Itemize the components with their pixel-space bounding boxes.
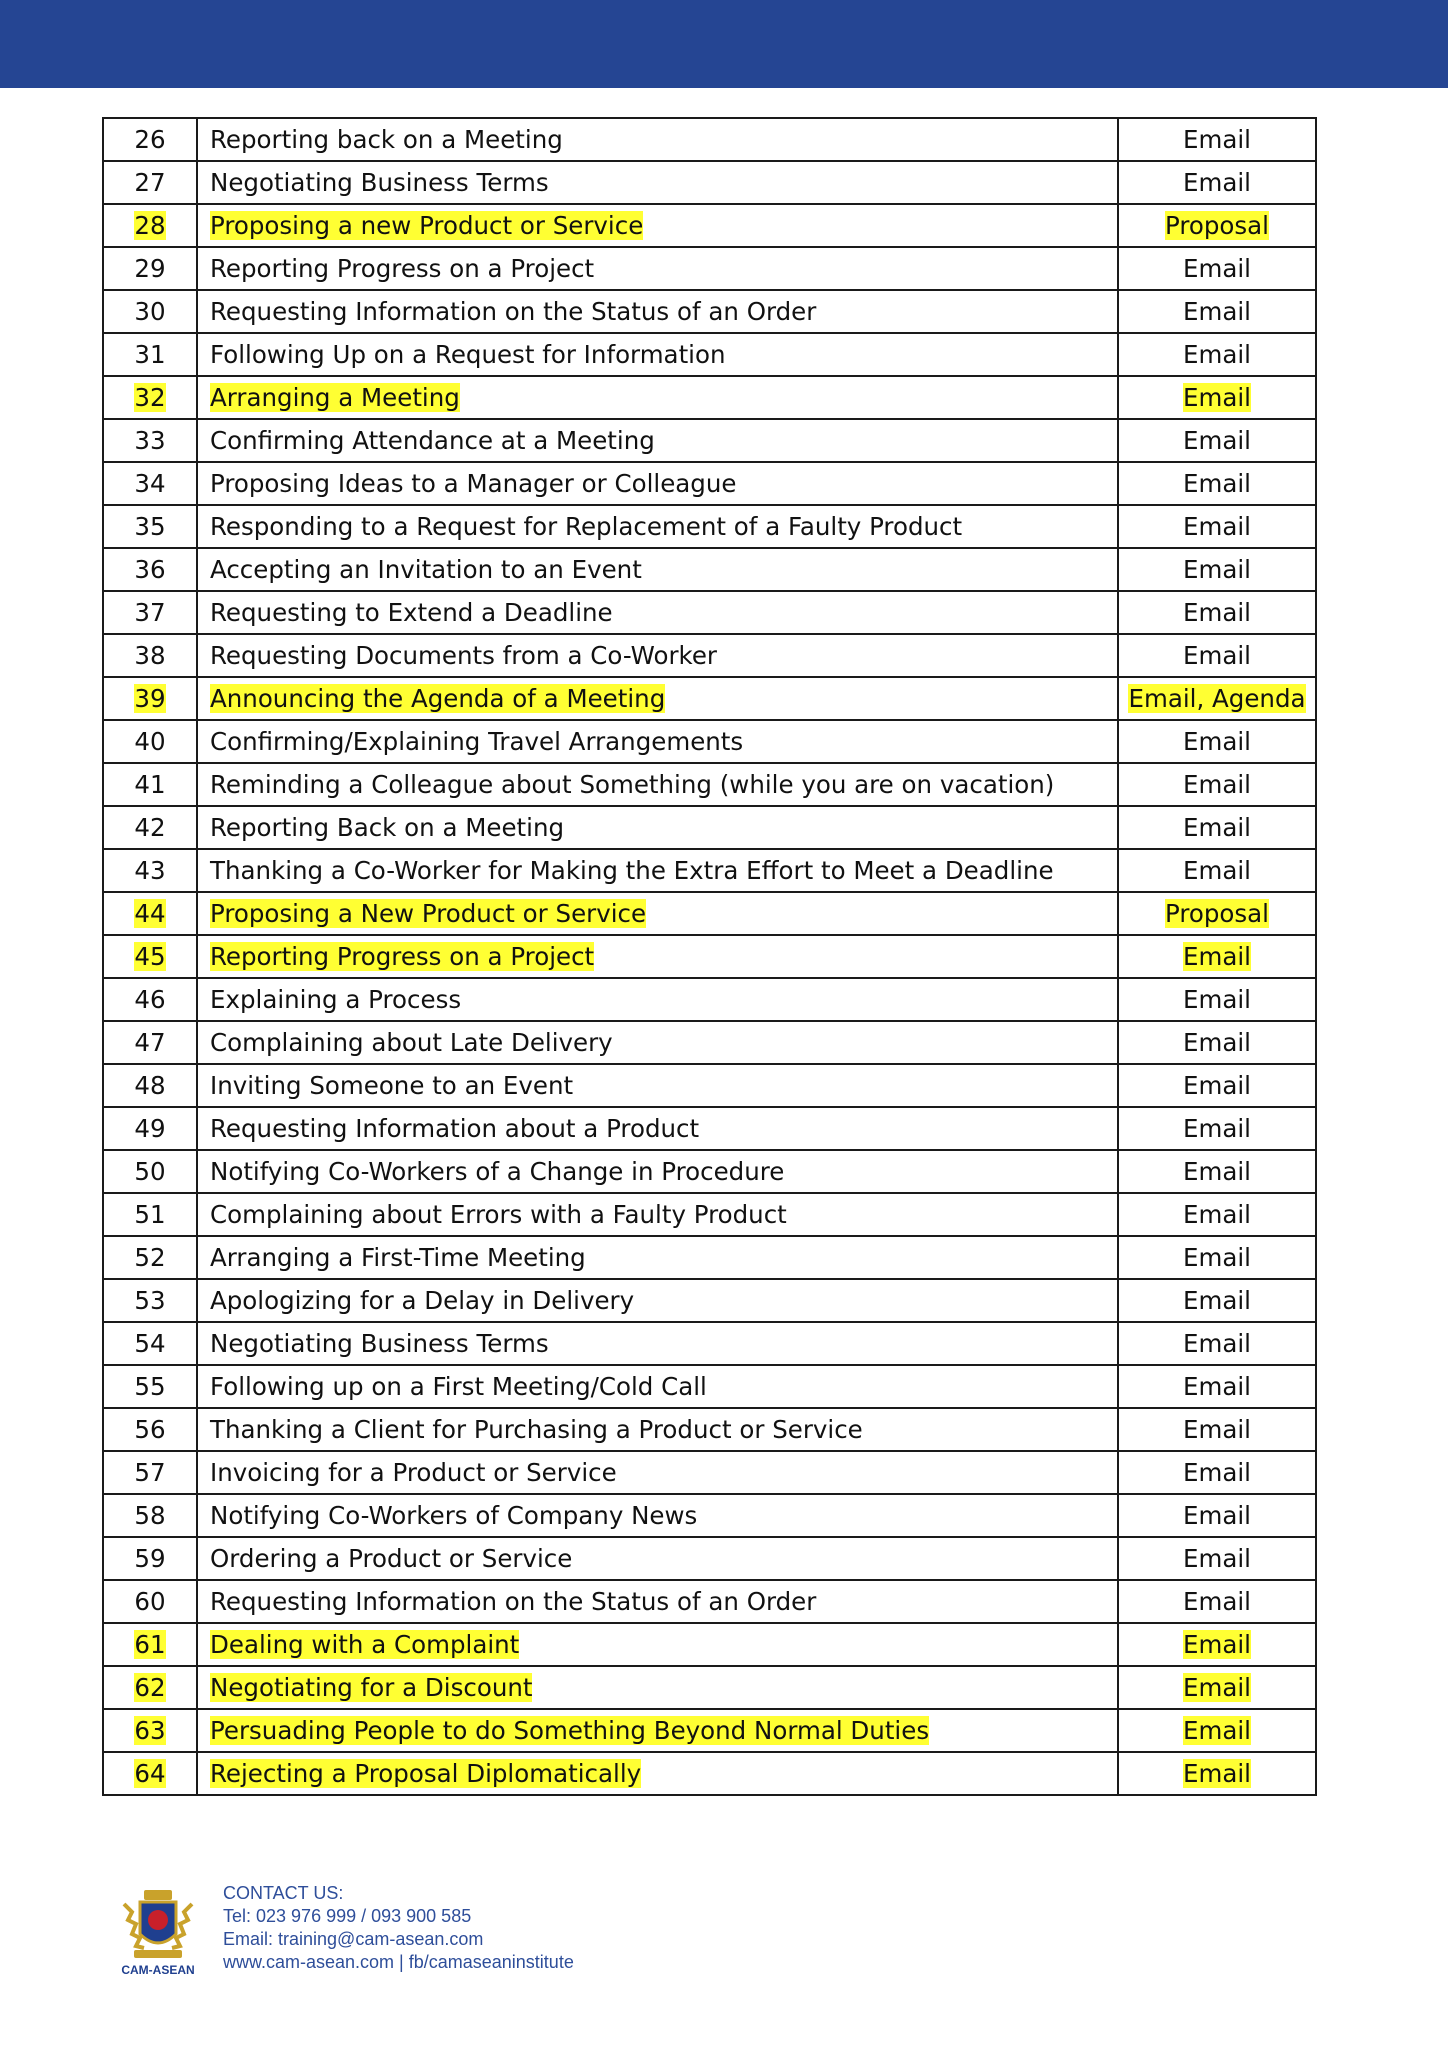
- row-number: 28: [134, 211, 166, 240]
- row-topic: Dealing with a Complaint: [210, 1630, 520, 1659]
- row-type-cell: [1118, 763, 1316, 806]
- row-type: Email: [1183, 168, 1251, 197]
- table-row: [103, 1150, 1316, 1193]
- row-topic-cell: [197, 376, 1118, 419]
- row-topic: Proposing a new Product or Service: [210, 211, 644, 240]
- row-number-cell: [103, 118, 197, 161]
- row-type-cell: [1118, 290, 1316, 333]
- row-type: Email: [1183, 1286, 1251, 1315]
- row-topic-cell: [197, 1236, 1118, 1279]
- row-topic: Explaining a Process: [210, 985, 462, 1014]
- row-number: 37: [134, 598, 166, 627]
- row-type: Email: [1183, 985, 1251, 1014]
- row-number: 42: [134, 813, 166, 842]
- row-number: 50: [134, 1157, 166, 1186]
- logo-emblem: [148, 1910, 168, 1930]
- table-row: [103, 1752, 1316, 1795]
- row-topic-cell: [197, 1494, 1118, 1537]
- row-type-cell: [1118, 333, 1316, 376]
- contact-block: [223, 1882, 574, 1974]
- row-number: 47: [134, 1028, 166, 1057]
- row-topic: Reporting Progress on a Project: [210, 254, 595, 283]
- row-type-cell: [1118, 1322, 1316, 1365]
- row-number-cell: [103, 1623, 197, 1666]
- row-topic: Requesting Documents from a Co-Worker: [210, 641, 717, 670]
- row-topic: Notifying Co-Workers of a Change in Procedure: [210, 1157, 785, 1186]
- row-topic-cell: [197, 806, 1118, 849]
- row-topic: Confirming Attendance at a Meeting: [210, 426, 655, 455]
- table-row: [103, 1451, 1316, 1494]
- row-number-cell: [103, 1709, 197, 1752]
- row-type: Email: [1183, 1716, 1251, 1745]
- row-type: Email: [1183, 340, 1251, 369]
- table-row: [103, 548, 1316, 591]
- row-number-cell: [103, 935, 197, 978]
- row-type: Email: [1183, 1415, 1251, 1444]
- row-type: Email: [1183, 1329, 1251, 1358]
- row-number: 35: [134, 512, 166, 541]
- row-number: 45: [134, 942, 166, 971]
- row-topic: Notifying Co-Workers of Company News: [210, 1501, 698, 1530]
- row-topic-cell: [197, 1279, 1118, 1322]
- row-topic: Following Up on a Request for Information: [210, 340, 726, 369]
- row-topic: Reporting Progress on a Project: [210, 942, 595, 971]
- row-number: 51: [134, 1200, 166, 1229]
- contact-email: Email: training@cam-asean.com: [223, 1929, 484, 1949]
- row-topic-cell: [197, 1107, 1118, 1150]
- row-type-cell: [1118, 462, 1316, 505]
- row-type: Email: [1183, 1114, 1251, 1143]
- row-topic: Requesting Information on the Status of an Order: [210, 1587, 817, 1616]
- row-topic: Negotiating Business Terms: [210, 168, 549, 197]
- row-type: Email: [1183, 813, 1251, 842]
- row-topic-cell: [197, 1021, 1118, 1064]
- table-row: [103, 763, 1316, 806]
- row-topic: Proposing Ideas to a Manager or Colleague: [210, 469, 737, 498]
- row-number: 34: [134, 469, 166, 498]
- row-topic: Ordering a Product or Service: [210, 1544, 573, 1573]
- table-row: [103, 505, 1316, 548]
- contact-web: www.cam-asean.com | fb/camaseaninstitute: [223, 1952, 574, 1972]
- row-type: Email: [1183, 1587, 1251, 1616]
- row-number-cell: [103, 591, 197, 634]
- row-number-cell: [103, 892, 197, 935]
- row-type-cell: [1118, 1365, 1316, 1408]
- row-number: 26: [134, 125, 166, 154]
- row-topic-cell: [197, 462, 1118, 505]
- row-topic-cell: [197, 333, 1118, 376]
- table-row: [103, 204, 1316, 247]
- row-type-cell: [1118, 1494, 1316, 1537]
- row-type-cell: [1118, 247, 1316, 290]
- row-topic-cell: [197, 1064, 1118, 1107]
- row-topic-cell: [197, 1580, 1118, 1623]
- table-row: [103, 290, 1316, 333]
- row-topic-cell: [197, 1666, 1118, 1709]
- row-number: 53: [134, 1286, 166, 1315]
- row-type: Email: [1183, 856, 1251, 885]
- row-topic-cell: [197, 1623, 1118, 1666]
- row-number: 48: [134, 1071, 166, 1100]
- row-type: Email: [1183, 426, 1251, 455]
- row-type: Email: [1183, 1630, 1251, 1659]
- row-number-cell: [103, 634, 197, 677]
- row-number: 33: [134, 426, 166, 455]
- row-type: Email: [1183, 1071, 1251, 1100]
- row-topic-cell: [197, 290, 1118, 333]
- row-topic-cell: [197, 634, 1118, 677]
- row-number-cell: [103, 1193, 197, 1236]
- row-number-cell: [103, 1236, 197, 1279]
- table-row: [103, 1623, 1316, 1666]
- contact-tel: Tel: 023 976 999 / 093 900 585: [223, 1906, 472, 1926]
- row-topic: Arranging a First-Time Meeting: [210, 1243, 586, 1272]
- table-row: [103, 720, 1316, 763]
- row-type-cell: [1118, 419, 1316, 462]
- row-topic-cell: [197, 1752, 1118, 1795]
- row-topic-cell: [197, 1451, 1118, 1494]
- row-number-cell: [103, 548, 197, 591]
- row-type-cell: [1118, 892, 1316, 935]
- row-number: 55: [134, 1372, 166, 1401]
- row-type-cell: [1118, 1623, 1316, 1666]
- row-topic: Reporting Back on a Meeting: [210, 813, 565, 842]
- row-number-cell: [103, 1107, 197, 1150]
- row-topic-cell: [197, 548, 1118, 591]
- row-number-cell: [103, 161, 197, 204]
- row-number-cell: [103, 419, 197, 462]
- row-type-cell: [1118, 1752, 1316, 1795]
- row-number: 44: [134, 899, 166, 928]
- row-topic-cell: [197, 591, 1118, 634]
- row-topic-cell: [197, 1365, 1118, 1408]
- row-type-cell: [1118, 1408, 1316, 1451]
- row-topic: Negotiating for a Discount: [210, 1673, 533, 1702]
- row-number: 49: [134, 1114, 166, 1143]
- row-topic-cell: [197, 720, 1118, 763]
- row-number-cell: [103, 1451, 197, 1494]
- row-number: 52: [134, 1243, 166, 1272]
- row-type-cell: [1118, 1236, 1316, 1279]
- row-number: 41: [134, 770, 166, 799]
- contact-title: CONTACT US:: [223, 1883, 344, 1903]
- row-number-cell: [103, 204, 197, 247]
- row-type-cell: [1118, 1107, 1316, 1150]
- row-topic-cell: [197, 978, 1118, 1021]
- row-number-cell: [103, 1150, 197, 1193]
- row-number: 32: [134, 383, 166, 412]
- row-topic: Proposing a New Product or Service: [210, 899, 647, 928]
- row-topic: Inviting Someone to an Event: [210, 1071, 574, 1100]
- row-topic: Apologizing for a Delay in Delivery: [210, 1286, 635, 1315]
- row-type-cell: [1118, 1451, 1316, 1494]
- row-type-cell: [1118, 720, 1316, 763]
- table-row: [103, 1021, 1316, 1064]
- row-number-cell: [103, 720, 197, 763]
- row-type: Email: [1183, 641, 1251, 670]
- table-row: [103, 1709, 1316, 1752]
- row-number: 54: [134, 1329, 166, 1358]
- row-number-cell: [103, 1021, 197, 1064]
- row-number-cell: [103, 806, 197, 849]
- row-type-cell: [1118, 161, 1316, 204]
- row-type-cell: [1118, 978, 1316, 1021]
- row-topic: Accepting an Invitation to an Event: [210, 555, 642, 584]
- row-number: 31: [134, 340, 166, 369]
- table-row: [103, 935, 1316, 978]
- row-type-cell: [1118, 935, 1316, 978]
- row-type: Email: [1183, 469, 1251, 498]
- row-topic-cell: [197, 204, 1118, 247]
- row-type-cell: [1118, 591, 1316, 634]
- table-row: [103, 677, 1316, 720]
- row-number-cell: [103, 1279, 197, 1322]
- row-type-cell: [1118, 118, 1316, 161]
- row-number: 56: [134, 1415, 166, 1444]
- row-number-cell: [103, 978, 197, 1021]
- table-row: [103, 333, 1316, 376]
- row-number-cell: [103, 1365, 197, 1408]
- table-row: [103, 462, 1316, 505]
- row-type-cell: [1118, 634, 1316, 677]
- row-topic-cell: [197, 849, 1118, 892]
- row-topic-cell: [197, 1408, 1118, 1451]
- row-number-cell: [103, 849, 197, 892]
- row-type: Email: [1183, 1157, 1251, 1186]
- row-topic: Negotiating Business Terms: [210, 1329, 549, 1358]
- row-number: 60: [134, 1587, 166, 1616]
- row-type-cell: [1118, 806, 1316, 849]
- table-row: [103, 1236, 1316, 1279]
- row-number: 29: [134, 254, 166, 283]
- topics-table: [102, 117, 1317, 1796]
- row-type-cell: [1118, 376, 1316, 419]
- row-number-cell: [103, 376, 197, 419]
- row-number: 57: [134, 1458, 166, 1487]
- row-topic-cell: [197, 1150, 1118, 1193]
- row-number: 63: [134, 1716, 166, 1745]
- table-row: [103, 247, 1316, 290]
- table-row: [103, 892, 1316, 935]
- table-row: [103, 118, 1316, 161]
- row-number-cell: [103, 763, 197, 806]
- table-row: [103, 1193, 1316, 1236]
- logo-text: CAM-ASEAN: [121, 1963, 195, 1977]
- table-row: [103, 634, 1316, 677]
- logo-ribbon: [134, 1950, 182, 1958]
- row-type: Email: [1183, 1028, 1251, 1057]
- row-number-cell: [103, 1322, 197, 1365]
- row-type: Email: [1183, 1372, 1251, 1401]
- row-number-cell: [103, 462, 197, 505]
- row-topic: Thanking a Client for Purchasing a Product or Service: [210, 1415, 863, 1444]
- table-row: [103, 1365, 1316, 1408]
- row-topic-cell: [197, 1709, 1118, 1752]
- row-type-cell: [1118, 1064, 1316, 1107]
- row-type: Email: [1183, 1200, 1251, 1229]
- table-row: [103, 1494, 1316, 1537]
- row-type: Email: [1183, 1501, 1251, 1530]
- row-type: Proposal: [1165, 899, 1269, 928]
- table-row: [103, 376, 1316, 419]
- row-topic-cell: [197, 118, 1118, 161]
- row-topic: Reporting back on a Meeting: [210, 125, 563, 154]
- row-type: Email: [1183, 1458, 1251, 1487]
- row-topic-cell: [197, 892, 1118, 935]
- row-number: 40: [134, 727, 166, 756]
- row-type: Email: [1183, 555, 1251, 584]
- row-topic: Invoicing for a Product or Service: [210, 1458, 617, 1487]
- row-number-cell: [103, 1494, 197, 1537]
- row-topic-cell: [197, 1193, 1118, 1236]
- row-type-cell: [1118, 849, 1316, 892]
- row-number-cell: [103, 333, 197, 376]
- row-number: 43: [134, 856, 166, 885]
- row-topic: Reminding a Colleague about Something (while you are on vacation): [210, 770, 1055, 799]
- row-number-cell: [103, 505, 197, 548]
- logo-crown: [144, 1890, 172, 1900]
- row-number: 36: [134, 555, 166, 584]
- row-number: 38: [134, 641, 166, 670]
- row-topic: Thanking a Co-Worker for Making the Extra Effort to Meet a Deadline: [210, 856, 1054, 885]
- row-type: Email: [1183, 942, 1251, 971]
- row-topic: Responding to a Request for Replacement of a Faulty Product: [210, 512, 963, 541]
- row-number: 39: [134, 684, 166, 713]
- row-topic-cell: [197, 1322, 1118, 1365]
- row-number-cell: [103, 1752, 197, 1795]
- row-number: 27: [134, 168, 166, 197]
- row-topic: Requesting to Extend a Deadline: [210, 598, 613, 627]
- row-topic-cell: [197, 161, 1118, 204]
- row-topic-cell: [197, 419, 1118, 462]
- row-number: 62: [134, 1673, 166, 1702]
- row-number: 61: [134, 1630, 166, 1659]
- row-number-cell: [103, 247, 197, 290]
- table-row: [103, 978, 1316, 1021]
- row-number-cell: [103, 1408, 197, 1451]
- header-band: [0, 0, 1448, 88]
- row-topic: Arranging a Meeting: [210, 383, 460, 412]
- row-topic-cell: [197, 1537, 1118, 1580]
- footer: [102, 1872, 702, 1982]
- row-number: 46: [134, 985, 166, 1014]
- row-type: Email: [1183, 383, 1251, 412]
- table-row: [103, 1537, 1316, 1580]
- table-row: [103, 591, 1316, 634]
- table-row: [103, 419, 1316, 462]
- row-number-cell: [103, 677, 197, 720]
- row-number-cell: [103, 1666, 197, 1709]
- row-topic-cell: [197, 763, 1118, 806]
- row-type-cell: [1118, 1537, 1316, 1580]
- row-topic: Complaining about Late Delivery: [210, 1028, 613, 1057]
- row-type-cell: [1118, 1279, 1316, 1322]
- cam-asean-logo: [110, 1884, 206, 1980]
- row-type: Email: [1183, 297, 1251, 326]
- row-type: Email: [1183, 1673, 1251, 1702]
- row-topic: Confirming/Explaining Travel Arrangements: [210, 727, 744, 756]
- table-row: [103, 1064, 1316, 1107]
- row-number: 58: [134, 1501, 166, 1530]
- row-type-cell: [1118, 1193, 1316, 1236]
- row-type: Email: [1183, 1759, 1251, 1788]
- row-number-cell: [103, 290, 197, 333]
- row-type-cell: [1118, 548, 1316, 591]
- row-type-cell: [1118, 1021, 1316, 1064]
- row-type: Email: [1183, 727, 1251, 756]
- table-row: [103, 1580, 1316, 1623]
- row-type-cell: [1118, 1709, 1316, 1752]
- row-topic-cell: [197, 247, 1118, 290]
- row-number: 30: [134, 297, 166, 326]
- row-topic: Persuading People to do Something Beyond Normal Duties: [210, 1716, 930, 1745]
- row-topic-cell: [197, 505, 1118, 548]
- row-number-cell: [103, 1580, 197, 1623]
- table-row: [103, 1322, 1316, 1365]
- row-type: Email: [1183, 1243, 1251, 1272]
- row-type-cell: [1118, 1580, 1316, 1623]
- row-number-cell: [103, 1064, 197, 1107]
- row-topic: Complaining about Errors with a Faulty Product: [210, 1200, 787, 1229]
- row-type: Email: [1183, 770, 1251, 799]
- row-topic: Following up on a First Meeting/Cold Call: [210, 1372, 707, 1401]
- row-type: Email: [1183, 125, 1251, 154]
- row-type: Email: [1183, 512, 1251, 541]
- row-type: Proposal: [1165, 211, 1269, 240]
- table-row: [103, 161, 1316, 204]
- row-topic: Rejecting a Proposal Diplomatically: [210, 1759, 642, 1788]
- row-type: Email: [1183, 598, 1251, 627]
- table-row: [103, 1279, 1316, 1322]
- table-row: [103, 806, 1316, 849]
- row-number: 64: [134, 1759, 166, 1788]
- row-topic: Announcing the Agenda of a Meeting: [210, 684, 666, 713]
- row-type-cell: [1118, 1150, 1316, 1193]
- table-row: [103, 1408, 1316, 1451]
- row-type-cell: [1118, 677, 1316, 720]
- row-number: 59: [134, 1544, 166, 1573]
- row-type-cell: [1118, 204, 1316, 247]
- row-type: Email, Agenda: [1128, 684, 1306, 713]
- row-type-cell: [1118, 1666, 1316, 1709]
- row-topic-cell: [197, 677, 1118, 720]
- table-row: [103, 1666, 1316, 1709]
- row-topic-cell: [197, 935, 1118, 978]
- row-topic: Requesting Information on the Status of an Order: [210, 297, 817, 326]
- row-number-cell: [103, 1537, 197, 1580]
- table-row: [103, 1107, 1316, 1150]
- table-body: [103, 118, 1316, 1795]
- row-type: Email: [1183, 254, 1251, 283]
- table-row: [103, 849, 1316, 892]
- row-type-cell: [1118, 505, 1316, 548]
- row-topic: Requesting Information about a Product: [210, 1114, 700, 1143]
- row-type: Email: [1183, 1544, 1251, 1573]
